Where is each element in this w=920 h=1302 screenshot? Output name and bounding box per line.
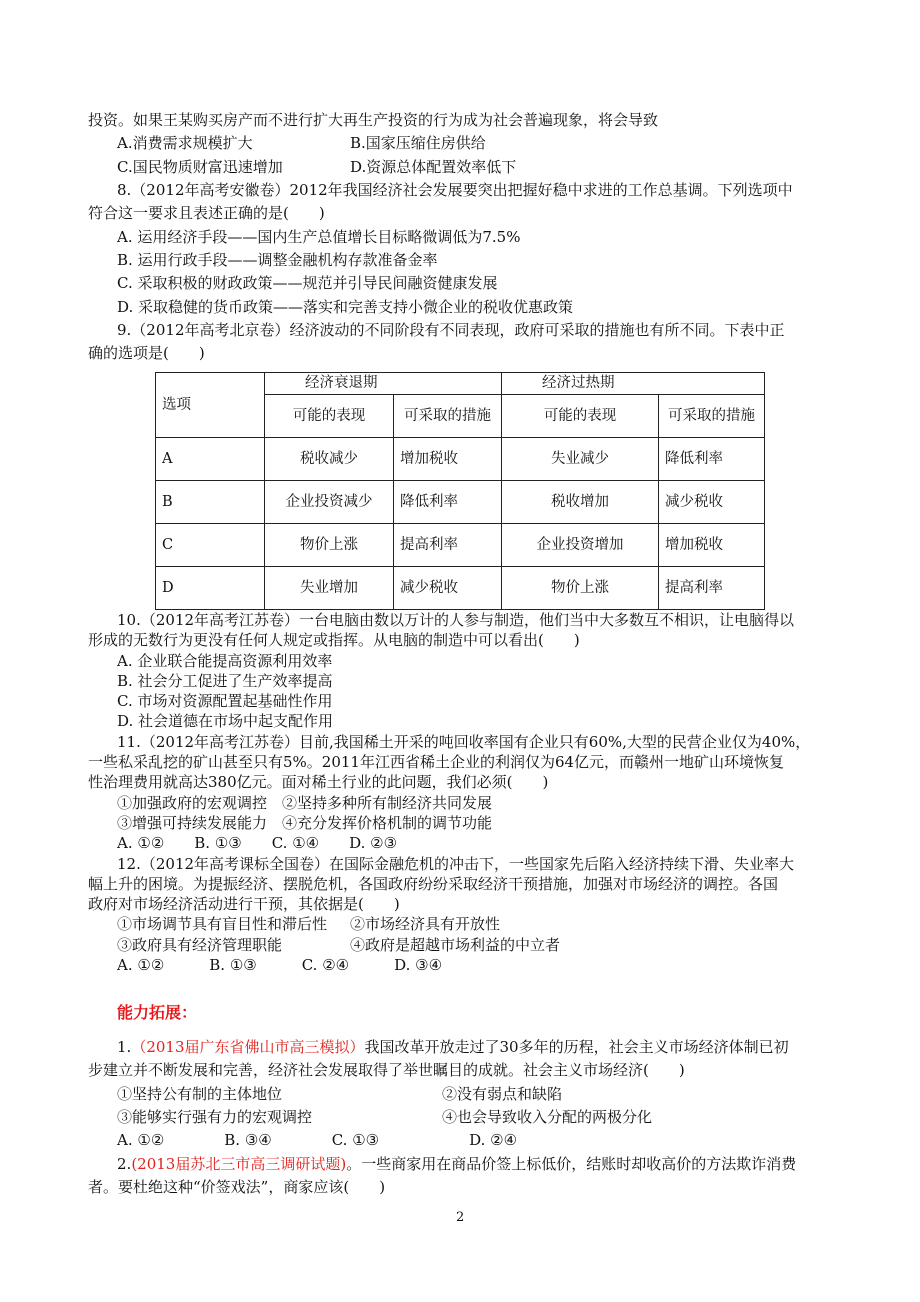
- line-text: D. 社会道德在市场中起支配作用: [117, 712, 334, 731]
- text-line: [88, 651, 840, 671]
- line-text: 者。要杜绝这种“价签戏法”，商家应该( ): [88, 1178, 386, 1197]
- line-text: D. 采取稳健的货币政策——落实和完善支持小微企业的税收优惠政策: [117, 297, 574, 316]
- line-text: 一些私采乱挖的矿山甚至只有5%。2011年江西省稀土企业的利润仅为64亿元，而赣州一地矿山环境恢复: [88, 753, 785, 772]
- line-text: 形成的无数行为更没有任何人规定或指挥。从电脑的制造中可以看出( ): [88, 631, 580, 650]
- line-text: 8.（2012年高考安徽卷）2012年我国经济社会发展要突出把握好稳中求进的工作总基调。下列选项中: [117, 181, 793, 200]
- line-text: ③增强可持续发展能力 ④充分发挥价格机制的调节功能: [117, 813, 493, 832]
- line-text: 政府对市场经济活动进行干预，其依据是( ): [88, 895, 400, 914]
- table-cell: 失业减少: [502, 438, 659, 481]
- table-header-recession: 经济衰退期: [265, 373, 502, 395]
- table-subheader: 可能的表现: [265, 395, 394, 438]
- line-text: A. 企业联合能提高资源利用效率: [117, 651, 333, 670]
- table-header-overheating: 经济过热期: [502, 373, 765, 395]
- table-cell: 减少税收: [394, 567, 502, 610]
- economic-cycle-table: [155, 372, 765, 610]
- text-line: [88, 319, 840, 342]
- text-line: [88, 732, 840, 752]
- text-line: [88, 711, 840, 731]
- table-row: [156, 481, 765, 524]
- text-line: [88, 854, 840, 874]
- text-line: [88, 935, 840, 955]
- table-cell: 降低利率: [394, 481, 502, 524]
- line-text: 步建立并不断发展和完善，经济社会发展取得了举世瞩目的成就。社会主义市场经济( ): [88, 1061, 685, 1080]
- table-cell: 增加税收: [659, 524, 765, 567]
- table-cell: 提高利率: [394, 524, 502, 567]
- ability-extension-questions: [88, 1036, 840, 1199]
- table-subheader: 可采取的措施: [659, 395, 765, 438]
- table-row: [156, 567, 765, 610]
- line-text: ③政府具有经济管理职能: [117, 935, 283, 954]
- text-line: [88, 1059, 840, 1082]
- table-cell: 增加税收: [394, 438, 502, 481]
- line-text: 幅上升的困境。为提振经济、摆脱危机，各国政府纷纷采取经济干预措施，加强对市场经济的调控。各国: [88, 874, 779, 893]
- question-number: 2.: [117, 1154, 132, 1173]
- line-text: 投资。如果王某购买房产而不进行扩大再生产投资的行为成为社会普遍现象，将会导致: [88, 111, 659, 129]
- questions-10-12: [88, 610, 840, 975]
- option-text: ④政府是超越市场利益的中立者: [350, 935, 561, 954]
- table-cell: D: [156, 567, 265, 610]
- text-line: [88, 132, 840, 155]
- text-line: [88, 342, 840, 365]
- text-line: [88, 610, 840, 630]
- line-text: ①加强政府的宏观调控 ②坚持多种所有制经济共同发展: [117, 793, 493, 812]
- text-line: [88, 1083, 840, 1106]
- table-cell: B: [156, 481, 265, 524]
- text-line: [88, 202, 840, 225]
- text-line: [88, 296, 840, 319]
- table-cell: 降低利率: [659, 438, 765, 481]
- line-text: C. 市场对资源配置起基础性作用: [117, 692, 333, 711]
- line-text: C. 采取积极的财政政策——规范并引导民间融资健康发展: [117, 274, 498, 293]
- line-text: A. ①② B. ①③ C. ①④ D. ②③: [117, 834, 398, 853]
- text-line: [88, 833, 840, 853]
- table-cell: 物价上涨: [265, 524, 394, 567]
- table-cell: A: [156, 438, 265, 481]
- line-text: 9.（2012年高考北京卷）经济波动的不同阶段有不同表现，政府可采取的措施也有所不同。下表中正: [117, 321, 785, 340]
- table-cell: 企业投资增加: [502, 524, 659, 567]
- page-number: 2: [456, 1210, 465, 1225]
- option-text: B.国家压缩住房供给: [350, 134, 486, 153]
- option-text: D.资源总体配置效率低下: [350, 157, 517, 176]
- table-header-option: 选项: [156, 373, 265, 438]
- option-text: ②市场经济具有开放性: [350, 915, 501, 934]
- text-line: [88, 179, 840, 202]
- text-line: [88, 630, 840, 650]
- text-line: [88, 1129, 840, 1152]
- table-cell: 提高利率: [659, 567, 765, 610]
- line-text: A. 运用经济手段——国内生产总值增长目标略微调低为7.5%: [117, 227, 521, 246]
- line-text: C.国民物质财富迅速增加: [117, 157, 283, 176]
- table-subheader: 可采取的措施: [394, 395, 502, 438]
- section-heading: 能力拓展：: [117, 1003, 198, 1022]
- table-cell: 失业增加: [265, 567, 394, 610]
- text-line: [88, 691, 840, 711]
- text-line: [88, 226, 840, 249]
- text-line: [88, 671, 840, 691]
- questions-7-9: [88, 109, 840, 366]
- text-line: [88, 955, 840, 975]
- text-line: [88, 1106, 840, 1129]
- table-cell: 物价上涨: [502, 567, 659, 610]
- table-cell: C: [156, 524, 265, 567]
- table-cell: 税收增加: [502, 481, 659, 524]
- table-cell: 税收减少: [265, 438, 394, 481]
- text-line: [88, 894, 840, 914]
- text-line: [88, 772, 840, 792]
- text-line: [88, 752, 840, 772]
- line-text: B. 社会分工促进了生产效率提高: [117, 671, 333, 690]
- line-text: 。一些商家用在商品价签上标低价，结账时却收高价的方法欺诈消费: [346, 1154, 797, 1173]
- table-row: [156, 524, 765, 567]
- table-cell: 减少税收: [659, 481, 765, 524]
- option-text: ②没有弱点和缺陷: [442, 1084, 563, 1103]
- table-row: [156, 438, 765, 481]
- line-text: ①市场调节具有盲目性和滞后性: [117, 915, 328, 934]
- text-line: [88, 1036, 840, 1059]
- text-line: [88, 1176, 840, 1199]
- text-line: [88, 272, 840, 295]
- line-text: A. ①② B. ①③ C. ②④ D. ③④: [117, 956, 443, 975]
- question-source: （2013届广东省佛山市高三模拟）: [131, 1038, 365, 1056]
- table-subheader: 可能的表现: [502, 395, 659, 438]
- text-line: [88, 1153, 840, 1176]
- line-text: 确的选项是( ): [88, 344, 205, 363]
- line-text: 符合这一要求且表述正确的是( ): [88, 204, 325, 223]
- line-text: A. ①② B. ③④ C. ①③ D. ②④: [117, 1131, 518, 1150]
- option-text: ④也会导致收入分配的两极分化: [442, 1108, 653, 1127]
- line-text: 11.（2012年高考江苏卷）目前,我国稀土开采的吨回收率国有企业只有60%,大型的民营企业仅为40%，: [117, 732, 811, 751]
- text-line: [88, 156, 840, 179]
- line-text: 性治理费用就高达380亿元。面对稀土行业的此问题，我们必须( ): [88, 773, 549, 792]
- text-line: [88, 813, 840, 833]
- table-cell: 企业投资减少: [265, 481, 394, 524]
- text-line: [88, 793, 840, 813]
- question-source: (2013届苏北三市高三调研试题): [131, 1154, 347, 1173]
- line-text: 10.（2012年高考江苏卷）一台电脑由数以万计的人参与制造，他们当中大多数互不相识，让电脑得以: [117, 611, 795, 629]
- text-line: [88, 914, 840, 934]
- text-line: [88, 109, 840, 132]
- line-text: B. 运用行政手段——调整金融机构存款准备金率: [117, 251, 438, 270]
- line-text: ①坚持公有制的主体地位: [117, 1084, 283, 1103]
- line-text: 12.（2012年高考课标全国卷）在国际金融危机的冲击下，一些国家先后陷入经济持续下滑、失业率大: [117, 854, 795, 873]
- text-line: [88, 874, 840, 894]
- line-text: A.消费需求规模扩大: [117, 134, 253, 153]
- line-text: 我国改革开放走过了30多年的历程，社会主义市场经济体制已初: [364, 1038, 789, 1056]
- line-text: ③能够实行强有力的宏观调控: [117, 1108, 313, 1127]
- text-line: [88, 249, 840, 272]
- question-number: 1.: [117, 1038, 132, 1056]
